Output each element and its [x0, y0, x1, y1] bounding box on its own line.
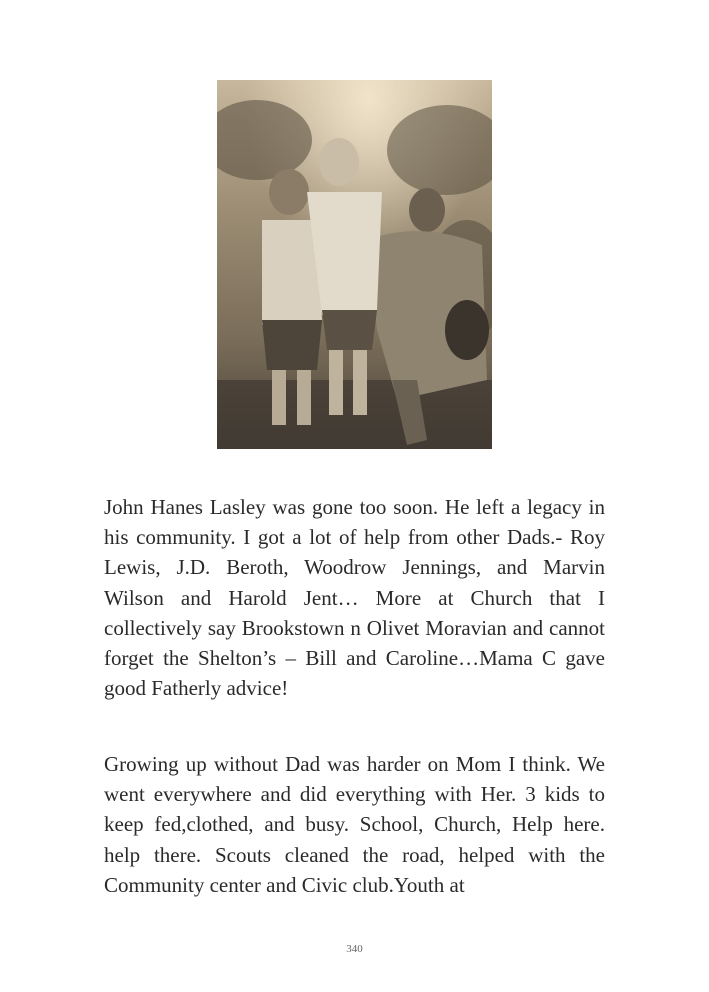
photo-image — [217, 80, 492, 449]
family-photograph — [217, 80, 492, 449]
paragraph-2: Growing up without Dad was harder on Mom I think. We went everywhere and did everything with Her. 3 kids to keep fed,clothed, and busy. School, Church, Help here. help there. Scouts cleaned the road, helped with the Community center and Civic club.Youth at — [104, 752, 605, 897]
page-number: 340 — [346, 943, 363, 955]
paragraph-1: John Hanes Lasley was gone too soon. He left a legacy in his community. I got a lot of help from other Dads.- Roy Lewis, J.D. Beroth, Woodrow Jennings, and Marvin Wilson and Harold Jent… More at Church that I collectively say Brookstown n Olivet Moravian and cannot forget the Shelton’s – Bill and Caroline…Mama C gave good Fatherly advice! — [104, 495, 605, 701]
